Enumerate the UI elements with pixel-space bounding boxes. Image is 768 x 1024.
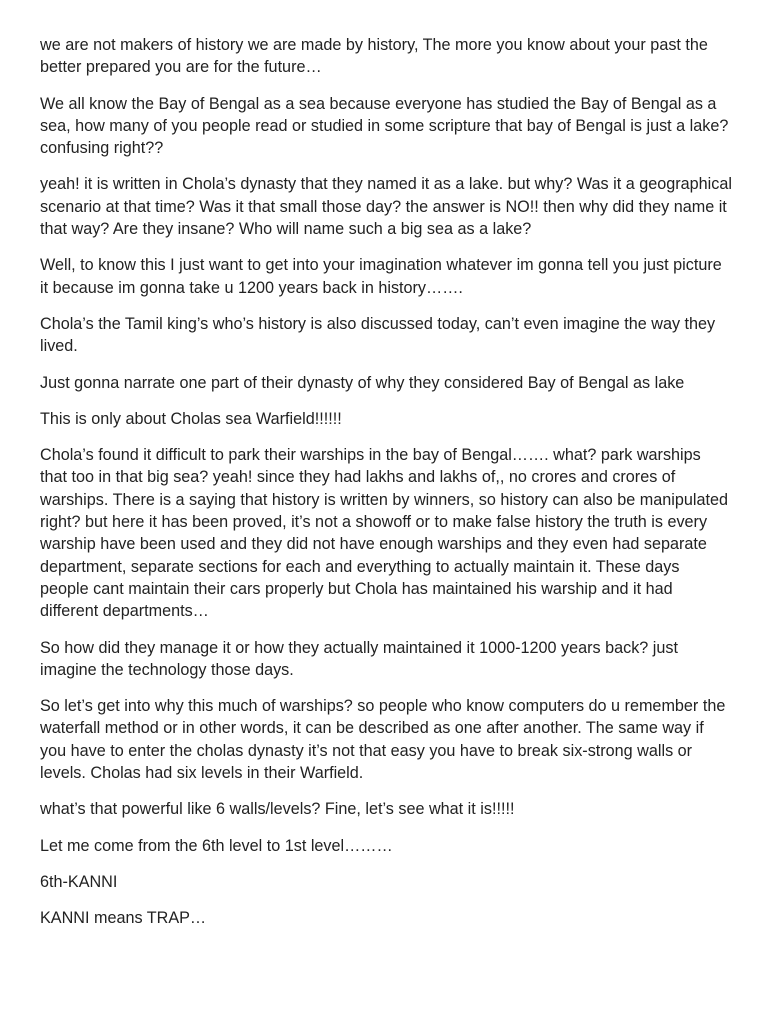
paragraph-intro-quote: we are not makers of history we are made by history, The more you know about your past the better prepared you are for the future… xyxy=(40,36,708,77)
paragraph-six-levels: what’s that powerful like 6 walls/levels? Fine, let’s see what it is!!!!! xyxy=(40,800,515,819)
paragraph-waterfall: So let’s get into why this much of warships? so people who know computers do u remember the waterfall method or in other words, it can be described as one after another. The same way if you have to enter the cholas dynasty it’s not that easy you have to break six-strong walls or levels. Cholas had six levels in their Warfield. xyxy=(40,697,726,783)
paragraph-warships: Chola’s found it difficult to park their warships in the bay of Bengal……. what? park warships that too in that big sea? yeah! since they had lakhs and lakhs of,, no crores and crores of warships. There is a saying that history is written by winners, so history can also be manipulated right? but here it has been proved, it’s not a showoff or to make false history the truth is every warship have been used and they did not have enough warships and they even had separate department, separate sections for each and everything to actually maintain it. These days people cant maintain their cars properly but Chola has maintained his warship and it had different departments… xyxy=(40,446,728,621)
article-body xyxy=(40,34,732,944)
paragraph-chola-lake: yeah! it is written in Chola’s dynasty that they named it as a lake. but why? Was it a geographical scenario at that time? Was it that small those day? the answer is NO!! then why did they name it that way? Are they insane? Who will name such a big sea as a lake? xyxy=(40,175,732,239)
paragraph-narrate: Just gonna narrate one part of their dynasty of why they considered Bay of Bengal as lake xyxy=(40,373,685,392)
paragraph-sea-warfield: This is only about Cholas sea Warfield!!!!!! xyxy=(40,409,342,428)
paragraph-sixth-level-heading: 6th-KANNI xyxy=(40,872,118,891)
paragraph-tamil-kings: Chola’s the Tamil king’s who’s history is also discussed today, can’t even imagine the way they lived. xyxy=(40,314,716,356)
paragraph-level-order: Let me come from the 6th level to 1st level……… xyxy=(40,836,393,855)
paragraph-technology: So how did they manage it or how they actually maintained it 1000-1200 years back? just imagine the technology those days. xyxy=(40,638,678,679)
paragraph-imagination: Well, to know this I just want to get into your imagination whatever im gonna tell you just picture it because im gonna take u 1200 years back in history……. xyxy=(40,256,722,297)
paragraph-kanni-meaning: KANNI means TRAP… xyxy=(40,909,207,928)
paragraph-bay-of-bengal: We all know the Bay of Bengal as a sea because everyone has studied the Bay of Bengal as a sea, how many of you people read or studied in some scripture that bay of Bengal is just a lake? confusing right?? xyxy=(40,94,729,158)
